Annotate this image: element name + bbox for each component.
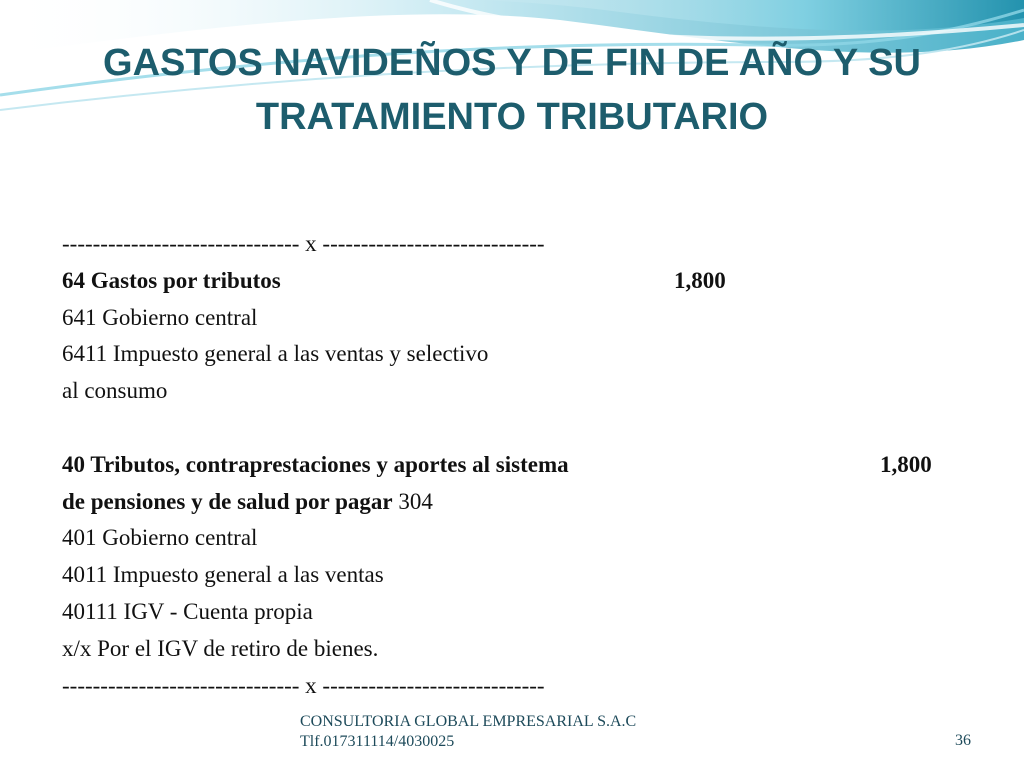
slide-title [40,36,984,144]
credit-line [62,447,982,484]
journal-entry [62,226,982,704]
footer-phone: Tlf.017311114/4030025 [300,733,455,750]
subaccount-40111: 40111 IGV - Cuenta propia [62,598,313,624]
credit-account: 40 Tributos, contraprestaciones y aportes al sistema [62,451,569,477]
footer [300,712,636,752]
page-number: 36 [955,732,971,749]
subaccount-6411-cont: al consumo [62,378,168,404]
subaccount-6411: 6411 Impuesto general a las ventas y selectivo [62,341,489,367]
debit-line [62,263,982,300]
entry-description: x/x Por el IGV de retiro de bienes. [62,635,379,661]
title-line-1: GASTOS NAVIDEÑOS Y DE FIN DE AÑO Y SU [103,42,921,84]
credit-amount: 1,800 [880,451,932,477]
separator-bottom: ------------------------------- x ----------------------------- [62,672,545,698]
subaccount-641: 641 Gobierno central [62,304,258,330]
blank-line [62,410,982,447]
separator-top: ------------------------------- x ----------------------------- [62,231,545,256]
subaccount-401: 401 Gobierno central [62,525,258,551]
credit-account-cont-number: 304 [392,488,433,514]
title-line-2: TRATAMIENTO TRIBUTARIO [255,96,769,138]
debit-account: 64 Gastos por tributos [62,267,281,293]
subaccount-4011: 4011 Impuesto general a las ventas [62,562,384,588]
footer-company: CONSULTORIA GLOBAL EMPRESARIAL S.A.C [300,713,637,730]
debit-amount: 1,800 [674,267,726,293]
credit-account-cont-bold: de pensiones y de salud por pagar [62,488,393,514]
credit-account-cont [62,484,982,521]
